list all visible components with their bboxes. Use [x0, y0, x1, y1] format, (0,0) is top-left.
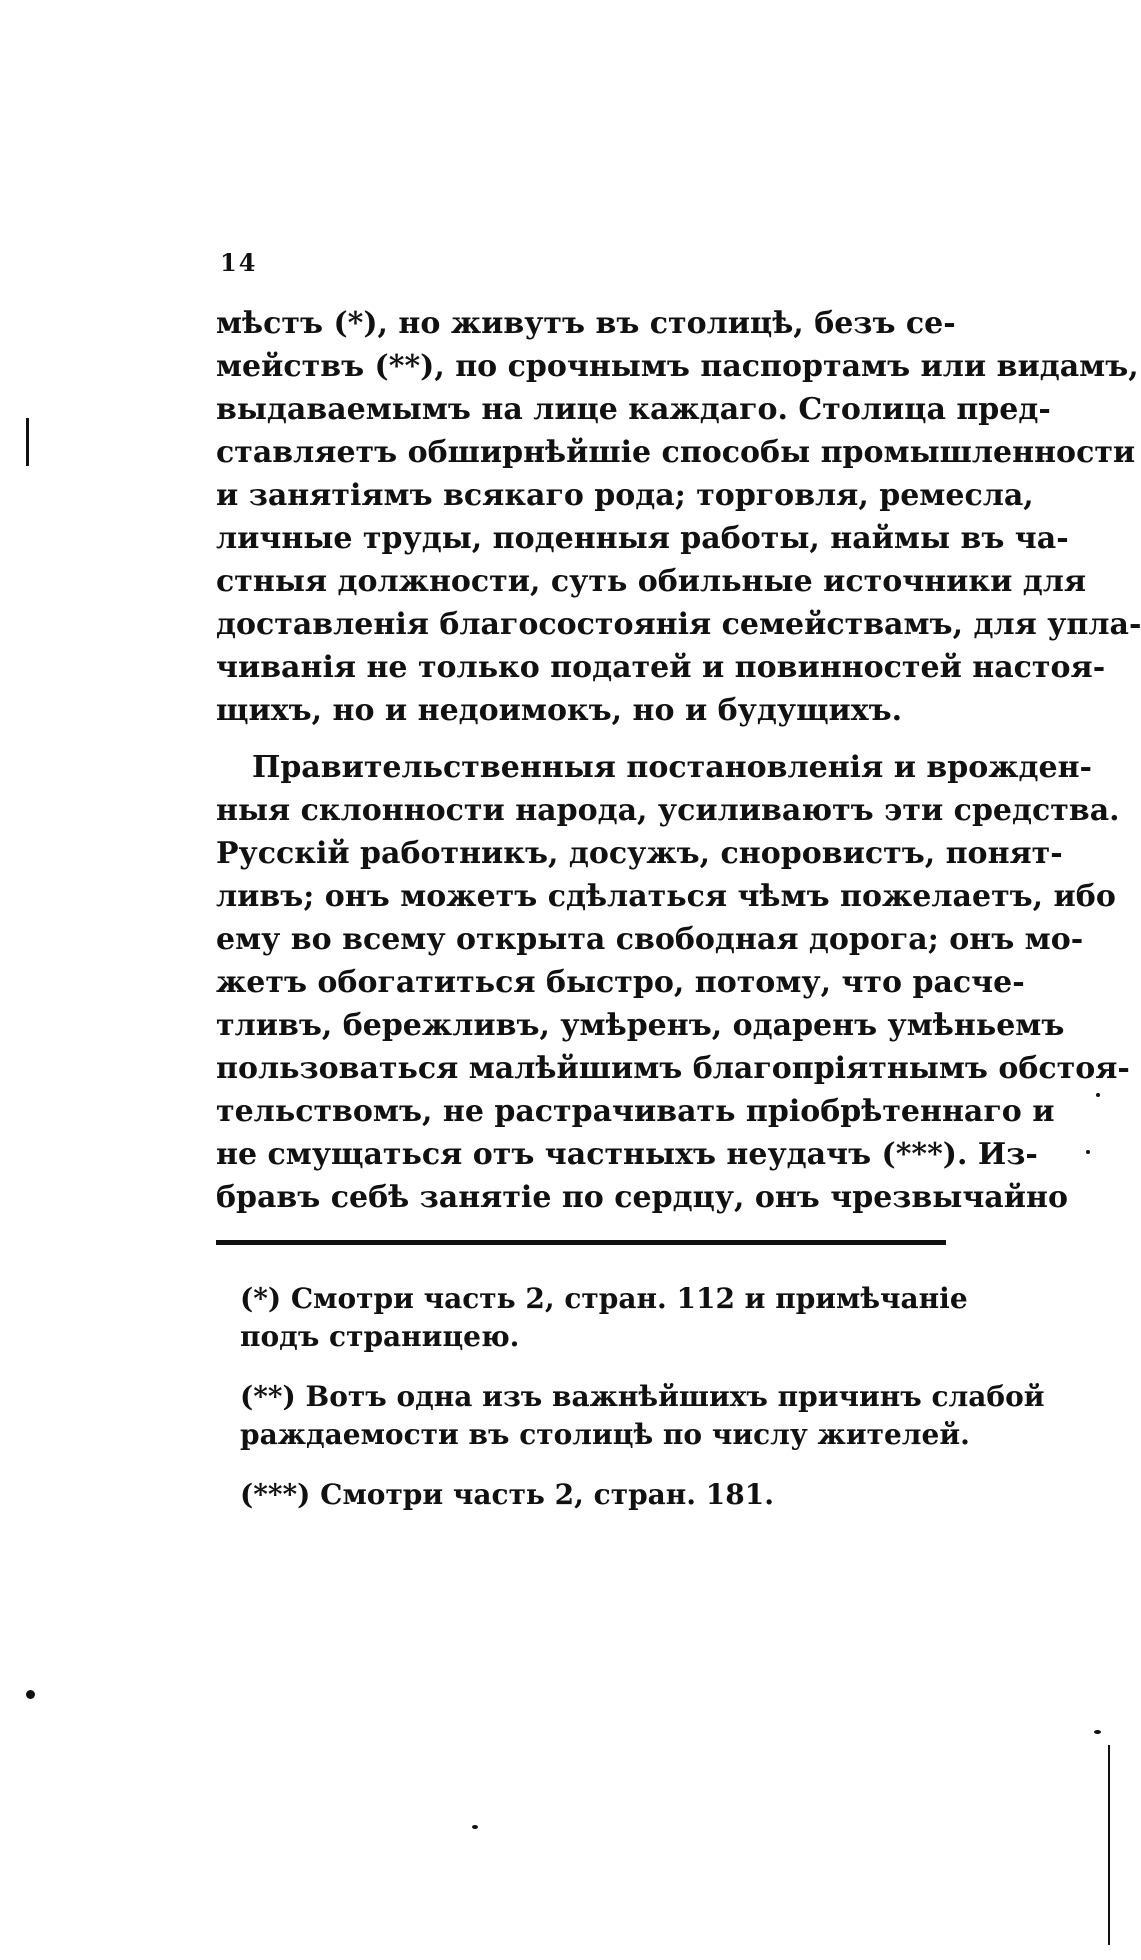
text-line: тельствомъ, не растрачивать пріобрѣтеннаго и — [216, 1094, 1055, 1129]
text-line: стныя должности, суть обильные источники для — [216, 564, 1087, 599]
footnotes — [240, 1280, 1045, 1536]
footnote-2 — [240, 1378, 1045, 1454]
text-line: Правительственныя постановленія и врожден- — [252, 750, 1092, 785]
text-line: ставляетъ обширнѣйшіе способы промышленности — [216, 435, 1136, 470]
text-line: тливъ, бережливъ, умѣренъ, одаренъ умѣньемъ — [216, 1008, 1065, 1043]
scan-speck — [1096, 1093, 1100, 1097]
text-line: бравъ себѣ занятіе по сердцу, онъ чрезвычайно — [216, 1180, 1068, 1215]
text-line: жетъ обогатиться быстро, потому, что расче- — [216, 965, 1025, 1000]
scan-margin-mark — [26, 418, 29, 466]
text-line: ныя склонности народа, усиливаютъ эти средства. — [216, 793, 1120, 828]
footnote-line: (***) Смотри часть 2, стран. 181. — [240, 1478, 774, 1511]
paragraph-gap — [216, 732, 946, 746]
text-line: ему во всему открыта свободная дорога; онъ мо- — [216, 922, 1084, 957]
paragraph-2 — [216, 746, 1130, 1219]
footnote-line: раждаемости въ столицѣ по числу жителей. — [240, 1418, 970, 1451]
footnote-line: подъ страницею. — [240, 1320, 520, 1353]
footnote-line: (*) Смотри часть 2, стран. 112 и примѣчаніе — [240, 1282, 968, 1315]
scan-speck — [472, 1825, 478, 1829]
text-line: чиванія не только податей и повинностей настоя- — [216, 650, 1106, 685]
text-line: мействъ (**), по срочнымъ паспортамъ или видамъ, — [216, 349, 1139, 384]
main-text — [216, 302, 1141, 1219]
footnote-divider — [216, 1240, 946, 1245]
text-line: выдаваемымъ на лице каждаго. Столица пред- — [216, 392, 1051, 427]
text-line: Русскій работникъ, досужъ, сноровистъ, понят- — [216, 836, 1063, 871]
page-number: 14 — [220, 248, 258, 277]
text-line: щихъ, но и недоимокъ, но и будущихъ. — [216, 693, 903, 728]
footnote-line: (**) Вотъ одна изъ важнѣйшихъ причинъ слабой — [240, 1380, 1045, 1413]
text-line: ливъ; онъ можетъ сдѣлаться чѣмъ пожелаетъ, ибо — [216, 879, 1116, 914]
text-line: личные труды, поденныя работы, наймы въ ча- — [216, 521, 1069, 556]
scan-speck — [1086, 1150, 1090, 1154]
scan-speck — [1094, 1730, 1101, 1734]
footnote-3 — [240, 1476, 946, 1514]
scan-margin-mark — [1108, 1745, 1110, 1945]
scan-speck — [26, 1690, 35, 1699]
text-line: и занятіямъ всякаго рода; торговля, ремесла, — [216, 478, 1034, 513]
text-line: не смущаться отъ частныхъ неудачъ (***). Из- — [216, 1137, 1038, 1172]
footnote-1 — [240, 1280, 968, 1356]
paragraph-1 — [216, 302, 1141, 732]
text-line: доставленія благосостоянія семействамъ, для упла- — [216, 607, 1141, 642]
text-line: мѣстъ (*), но живутъ въ столицѣ, безъ се- — [216, 306, 956, 341]
text-line: пользоваться малѣйшимъ благопріятнымъ обстоя- — [216, 1051, 1130, 1086]
